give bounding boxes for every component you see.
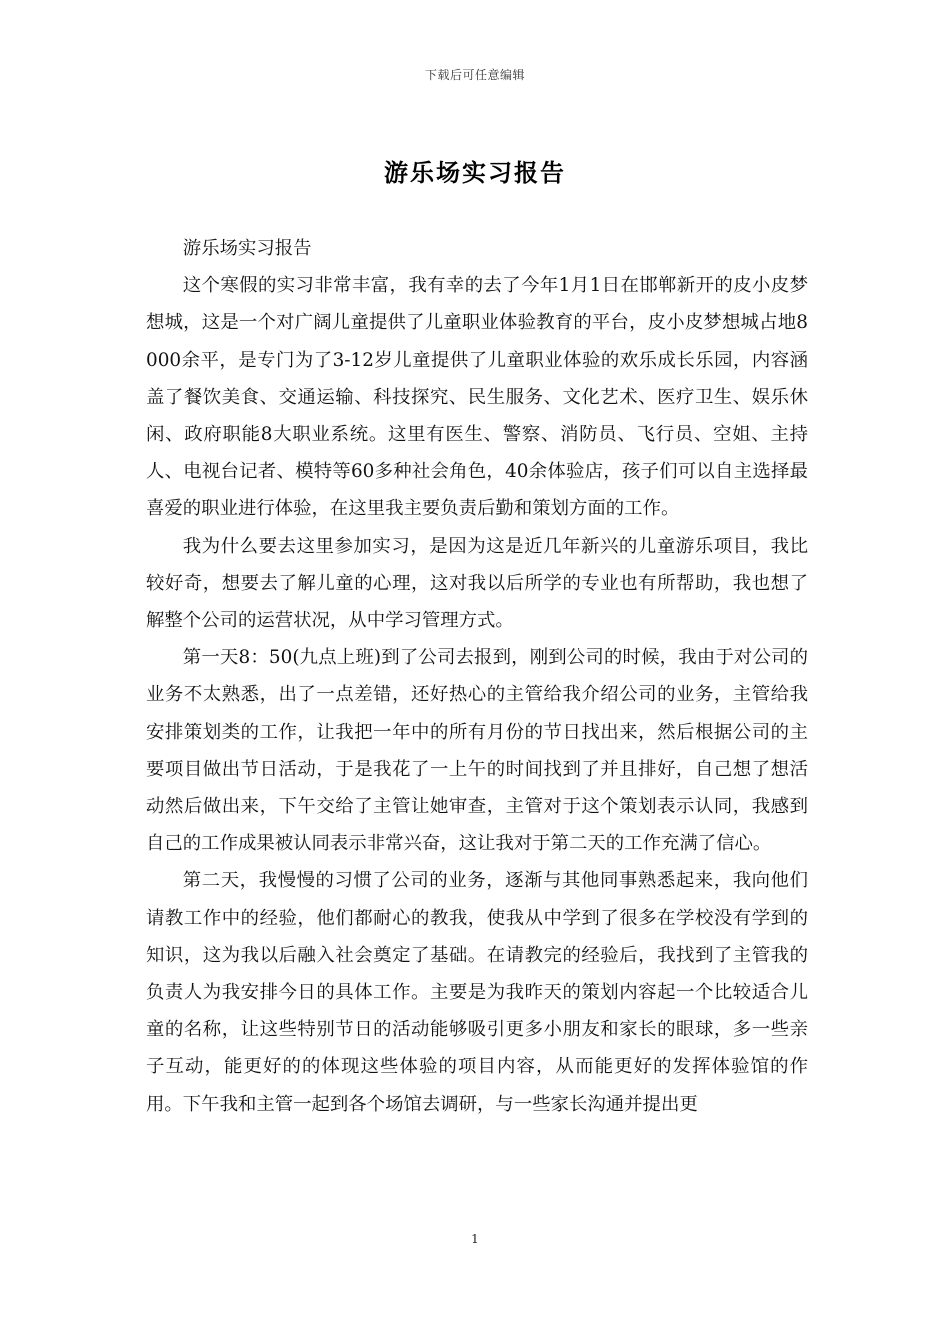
- paragraph: 第一天8：50(九点上班)到了公司去报到，刚到公司的时候，我由于对公司的业务不太熟悉，出了一点差错，还好热心的主管给我介绍公司的业务，主管给我安排策划类的工作，让我把一年中的所有月份的节日找出来，然后根据公司的主要项目做出节日活动，于是我花了一上午的时间找到了并且排好，自己想了想活动然后做出来，下午交给了主管让她审查，主管对于这个策划表示认同，我感到自己的工作成果被认同表示非常兴奋，这让我对于第二天的工作充满了信心。: [146, 647, 808, 855]
- paragraph: 这个寒假的实习非常丰富，我有幸的去了今年1月1日在邯郸新开的皮小皮梦想城，这是一个对广阔儿童提供了儿童职业体验教育的平台，皮小皮梦想城占地8000余平，是专门为了3-12岁儿童提供了儿童职业体验的欢乐成长乐园，内容涵盖了餐饮美食、交通运输、科技探究、民生服务、文化艺术、医疗卫生、娱乐休闲、政府职能8大职业系统。这里有医生、警察、消防员、飞行员、空姐、主持人、电视台记者、模特等60多种社会角色，40余体验店，孩子们可以自主选择最喜爱的职业进行体验，在这里我主要负责后勤和策划方面的工作。: [146, 275, 808, 520]
- paragraph-subtitle: 游乐场实习报告: [182, 238, 312, 259]
- document-body: [146, 230, 808, 1123]
- document-title: 游乐场实习报告: [384, 158, 566, 187]
- paragraph: 我为什么要去这里参加实习，是因为这是近几年新兴的儿童游乐项目，我比较好奇，想要去了解儿童的心理，这对我以后所学的专业也有所帮助，我也想了解整个公司的运营状况，从中学习管理方式。: [146, 535, 808, 632]
- header-note: 下载后可任意编辑: [424, 68, 525, 82]
- page-number: 1: [471, 1232, 479, 1246]
- paragraph: 第二天，我慢慢的习惯了公司的业务，逐渐与其他同事熟悉起来，我向他们请教工作中的经验，他们都耐心的教我，使我从中学到了很多在学校没有学到的知识，这为我以后融入社会奠定了基础。在请教完的经验后，我找到了主管我的负责人为我安排今日的具体工作。主要是为我昨天的策划内容起一个比较适合儿童的名称，让这些特别节日的活动能够吸引更多小朋友和家长的眼球，多一些亲子互动，能更好的的体现这些体验的项目内容，从而能更好的发挥体验馆的作用。下午我和主管一起到各个场馆去调研，与一些家长沟通并提出更: [146, 870, 808, 1115]
